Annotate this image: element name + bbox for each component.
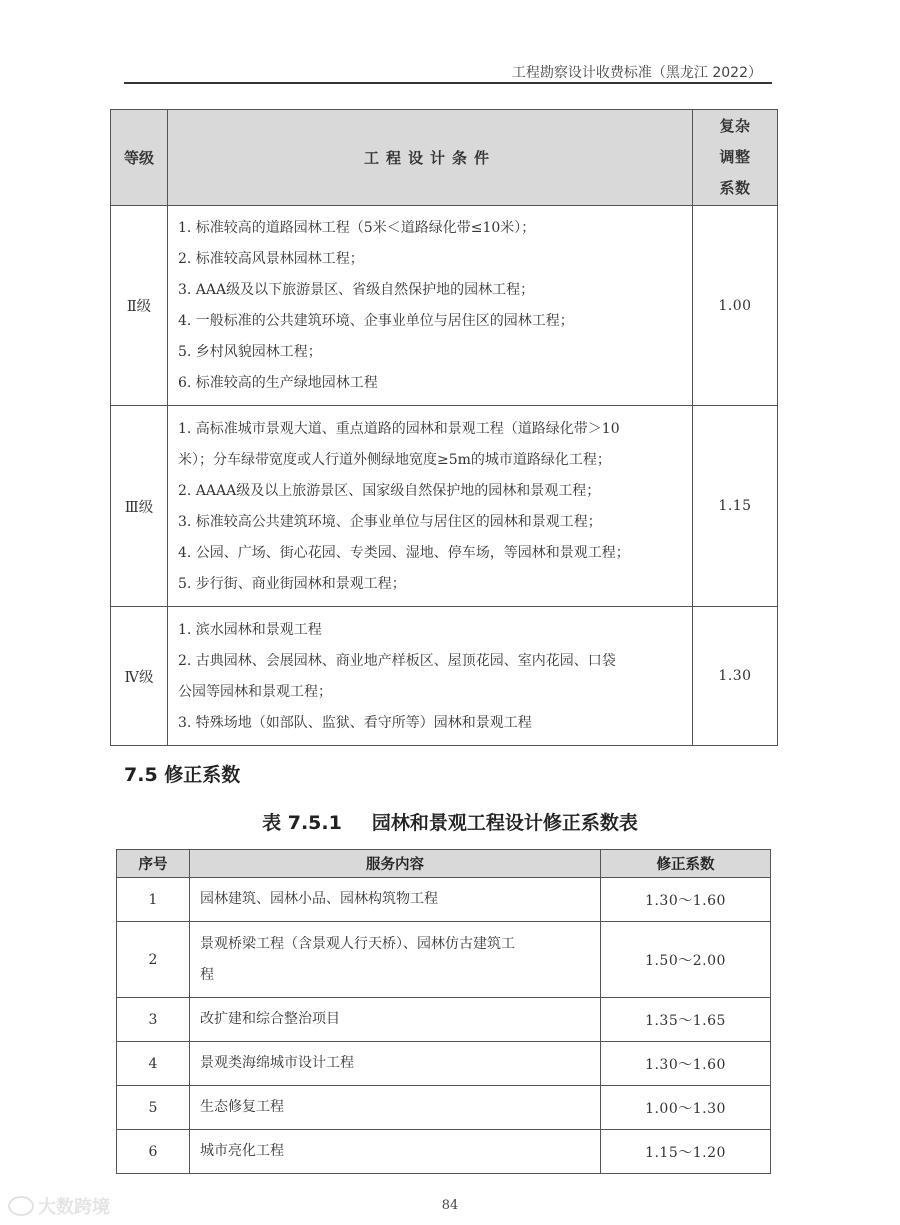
coef-header-line: 复杂 xyxy=(719,117,751,135)
grade-cell: Ⅳ级 xyxy=(111,607,168,746)
service-header: 服务内容 xyxy=(190,850,601,878)
complexity-table xyxy=(110,109,778,746)
coef-header-line: 系数 xyxy=(719,179,751,197)
service-cell xyxy=(190,878,601,922)
watermark-text: 大数跨境 xyxy=(38,1197,110,1218)
table-row xyxy=(117,1042,771,1086)
condition-item: 1. 高标准城市景观大道、重点道路的园林和景观工程（道路绿化带＞10 xyxy=(178,420,620,437)
no-cell: 1 xyxy=(117,878,190,922)
coef-cell: 1.00 xyxy=(693,206,778,406)
condition-item: 公园等园林和景观工程； xyxy=(178,683,332,700)
condition-item: 1. 标准较高的道路园林工程（5米＜道路绿化带≤10米）； xyxy=(178,220,536,236)
factor-cell: 1.50～2.00 xyxy=(601,922,771,998)
table-caption-title: 园林和景观工程设计修正系数表 xyxy=(371,812,638,834)
service-line: 城市亮化工程 xyxy=(200,1143,284,1159)
no-cell: 5 xyxy=(117,1086,190,1130)
table-row xyxy=(111,206,778,406)
factor-header: 修正系数 xyxy=(601,850,771,878)
service-line: 改扩建和综合整治项目 xyxy=(200,1011,340,1027)
factor-cell: 1.30～1.60 xyxy=(601,878,771,922)
service-cell xyxy=(190,998,601,1042)
no-cell: 2 xyxy=(117,922,190,998)
table-caption xyxy=(0,808,900,835)
conditions-cell xyxy=(168,206,693,406)
condition-item: 2. 古典园林、会展园林、商业地产样板区、屋顶花园、室内花园、口袋 xyxy=(178,652,616,669)
factor-cell: 1.35～1.65 xyxy=(601,998,771,1042)
coef-cell: 1.15 xyxy=(693,406,778,607)
conditions-cell xyxy=(168,406,693,607)
header-rule xyxy=(124,82,772,84)
condition-item: 5. 步行街、商业街园林和景观工程； xyxy=(178,575,406,592)
coef-header-line: 调整 xyxy=(719,148,751,166)
condition-item: 3. 特殊场地（如部队、监狱、看守所等）园林和景观工程 xyxy=(178,714,532,731)
condition-item: 3. AAA级及以下旅游景区、省级自然保护地的园林工程； xyxy=(178,282,535,298)
factor-cell: 1.30～1.60 xyxy=(601,1042,771,1086)
coef-cell: 1.30 xyxy=(693,607,778,746)
service-line: 景观类海绵城市设计工程 xyxy=(200,1055,354,1071)
grade-cell: Ⅱ级 xyxy=(111,206,168,406)
table-row xyxy=(111,607,778,746)
condition-item: 5. 乡村风貌园林工程； xyxy=(178,344,322,360)
condition-item: 6. 标准较高的生产绿地园林工程 xyxy=(178,375,378,391)
condition-item: 2. AAAA级及以上旅游景区、国家级自然保护地的园林和景观工程； xyxy=(178,482,601,499)
table-row xyxy=(117,878,771,922)
factor-cell: 1.15～1.20 xyxy=(601,1130,771,1174)
chat-bubble-icon xyxy=(8,1196,34,1216)
no-cell: 6 xyxy=(117,1130,190,1174)
table-row xyxy=(117,922,771,998)
service-cell xyxy=(190,1042,601,1086)
condition-item: 2. 标准较高风景林园林工程； xyxy=(178,251,364,267)
service-cell xyxy=(190,1130,601,1174)
grade-cell: Ⅲ级 xyxy=(111,406,168,607)
section-title: 7.5 修正系数 xyxy=(124,764,241,786)
grade-header: 等级 xyxy=(111,110,168,206)
condition-item: 米）；分车绿带宽度或人行道外侧绿地宽度≥5m的城市道路绿化工程； xyxy=(178,451,611,468)
correction-factor-table xyxy=(116,849,771,1174)
conditions-header: 工程设计条件 xyxy=(168,110,693,206)
condition-item: 3. 标准较高公共建筑环境、企事业单位与居住区的园林和景观工程； xyxy=(178,513,602,530)
no-cell: 4 xyxy=(117,1042,190,1086)
watermark xyxy=(8,1193,110,1219)
service-line: 生态修复工程 xyxy=(200,1099,284,1115)
conditions-cell xyxy=(168,607,693,746)
table-row xyxy=(111,406,778,607)
service-cell xyxy=(190,922,601,998)
page-number: 84 xyxy=(441,1198,459,1213)
table-row xyxy=(117,1130,771,1174)
no-header: 序号 xyxy=(117,850,190,878)
condition-item: 4. 公园、广场、街心花园、专类园、湿地、停车场，等园林和景观工程； xyxy=(178,544,630,561)
coef-header xyxy=(693,110,778,206)
service-line: 景观桥梁工程（含景观人行天桥）、园林仿古建筑工 xyxy=(200,935,515,952)
service-line: 程 xyxy=(200,966,214,983)
running-header: 工程勘察设计收费标准（黑龙江 2022） xyxy=(511,65,762,81)
service-cell xyxy=(190,1086,601,1130)
condition-item: 1. 滨水园林和景观工程 xyxy=(178,621,322,638)
table-row xyxy=(117,998,771,1042)
factor-cell: 1.00～1.30 xyxy=(601,1086,771,1130)
condition-item: 4. 一般标准的公共建筑环境、企事业单位与居住区的园林工程； xyxy=(178,313,574,329)
service-line: 园林建筑、园林小品、园林构筑物工程 xyxy=(200,891,438,907)
table-caption-number: 表 7.5.1 xyxy=(262,812,342,834)
table-row xyxy=(117,1086,771,1130)
no-cell: 3 xyxy=(117,998,190,1042)
